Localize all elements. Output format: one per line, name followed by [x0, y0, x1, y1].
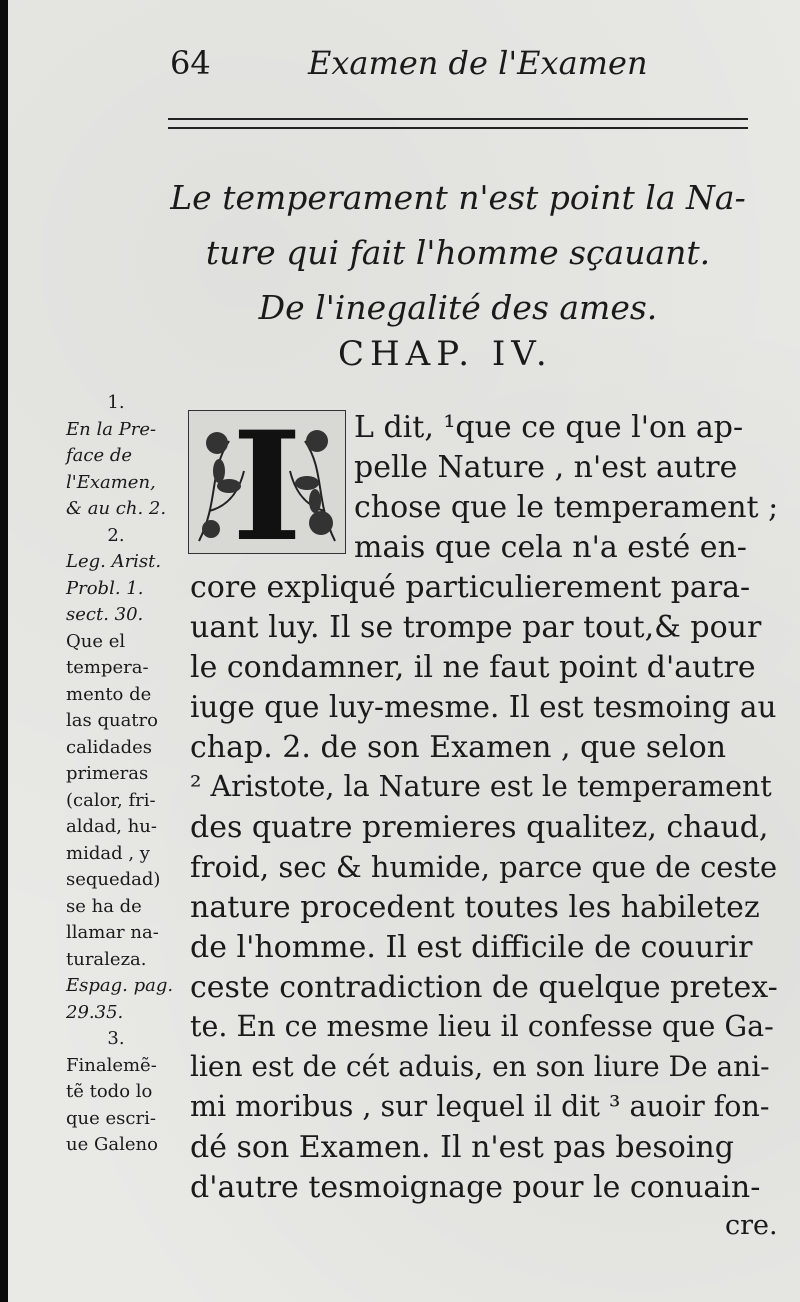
body-line: L dit, ¹que ce que l'on ap- — [354, 410, 744, 445]
body-line: cre. — [725, 1210, 778, 1241]
book-page — [8, 0, 800, 1302]
chapter-title-line: De l'inegalité des ames. — [258, 288, 658, 327]
running-title: Examen de l'Examen — [308, 44, 648, 82]
body-line: lien est de cét aduis, en son liure De ani- — [190, 1050, 770, 1083]
body-line: iuge que luy-mesme. Il est tesmoing au — [190, 690, 777, 724]
header-rule — [168, 127, 748, 129]
body-line: le condamner, il ne faut point d'autre — [190, 650, 756, 685]
note-line: sequedad) — [66, 869, 161, 890]
body-line: uant luy. Il se trompe par tout,& pour — [190, 610, 762, 645]
note-line: Leg. Arist. — [66, 551, 162, 572]
note-line: En la Pre- — [66, 418, 157, 440]
note-line: tẽ todo lo — [66, 1081, 153, 1102]
body-line: chose que le temperament ; — [354, 490, 779, 525]
body-line: ceste contradiction de quelque pretex- — [190, 970, 778, 1005]
chapter-title-line: ture qui fait l'homme sçauant. — [205, 233, 711, 272]
note-line: sect. 30. — [66, 604, 144, 625]
body-line: d'autre tesmoignage pour le conuain- — [190, 1170, 761, 1205]
header-rule — [168, 118, 748, 120]
chapter-title — [148, 170, 768, 335]
marginal-notes — [66, 390, 192, 1159]
note-line: & au ch. 2. — [66, 498, 167, 519]
body-line: core expliqué particulierement para- — [190, 570, 751, 605]
note-line: que escri- — [66, 1107, 156, 1129]
note-line: tempera- — [66, 657, 149, 678]
chapter-title-line: Le temperament n'est point la Na- — [170, 178, 746, 217]
drop-cap-letter: I — [231, 411, 303, 553]
note-line: Probl. 1. — [66, 577, 144, 599]
note-line: turaleza. — [66, 948, 147, 970]
note-line: se ha de — [66, 895, 142, 917]
page-header — [8, 40, 800, 90]
note-line: Que el — [66, 630, 126, 652]
chapter-number: CHAP. IV. — [338, 334, 553, 374]
note-line: mento de — [66, 683, 152, 705]
body-line: mais que cela n'a esté en- — [354, 530, 747, 565]
note-line: Finalemẽ- — [66, 1054, 157, 1076]
body-line: dé son Examen. Il n'est pas besoing — [190, 1130, 734, 1165]
note-line: primeras — [66, 763, 149, 784]
note-line: midad , y — [66, 842, 150, 864]
note-line: calidades — [66, 736, 152, 758]
note-number: 3. — [107, 1028, 125, 1049]
note-number: 2. — [107, 524, 125, 546]
note-line: face de — [66, 445, 133, 466]
note-line: (calor, fri- — [66, 789, 156, 811]
body-line: de l'homme. Il est difficile de couurir — [190, 930, 753, 965]
body-line: mi moribus , sur lequel il dit ³ auoir fon- — [190, 1090, 770, 1123]
note-line: Espag. pag. — [66, 975, 174, 996]
body-line: froid, sec & humide, parce que de ceste — [190, 850, 778, 884]
note-number: 1. — [107, 392, 125, 413]
body-line: te. En ce mesme lieu il confesse que Ga- — [190, 1010, 774, 1043]
note-line: ue Galeno — [66, 1134, 158, 1155]
body-line: pelle Nature , n'est autre — [354, 450, 738, 485]
body-line: chap. 2. de son Examen , que selon — [190, 730, 727, 765]
note-line: llamar na- — [66, 922, 159, 943]
body-line: nature procedent toutes les habiletez — [190, 890, 760, 925]
note-line: 29.35. — [66, 1001, 124, 1023]
page-number: 64 — [170, 44, 211, 82]
note-line: las quatro — [66, 710, 158, 731]
note-line: l'Examen, — [66, 471, 156, 493]
floral-ornament-icon — [189, 411, 345, 553]
body-line: ² Aristote, la Nature est le temperament — [190, 770, 772, 803]
note-line: aldad, hu- — [66, 816, 157, 837]
decorated-initial — [188, 410, 346, 554]
body-line: des quatre premieres qualitez, chaud, — [190, 810, 769, 845]
